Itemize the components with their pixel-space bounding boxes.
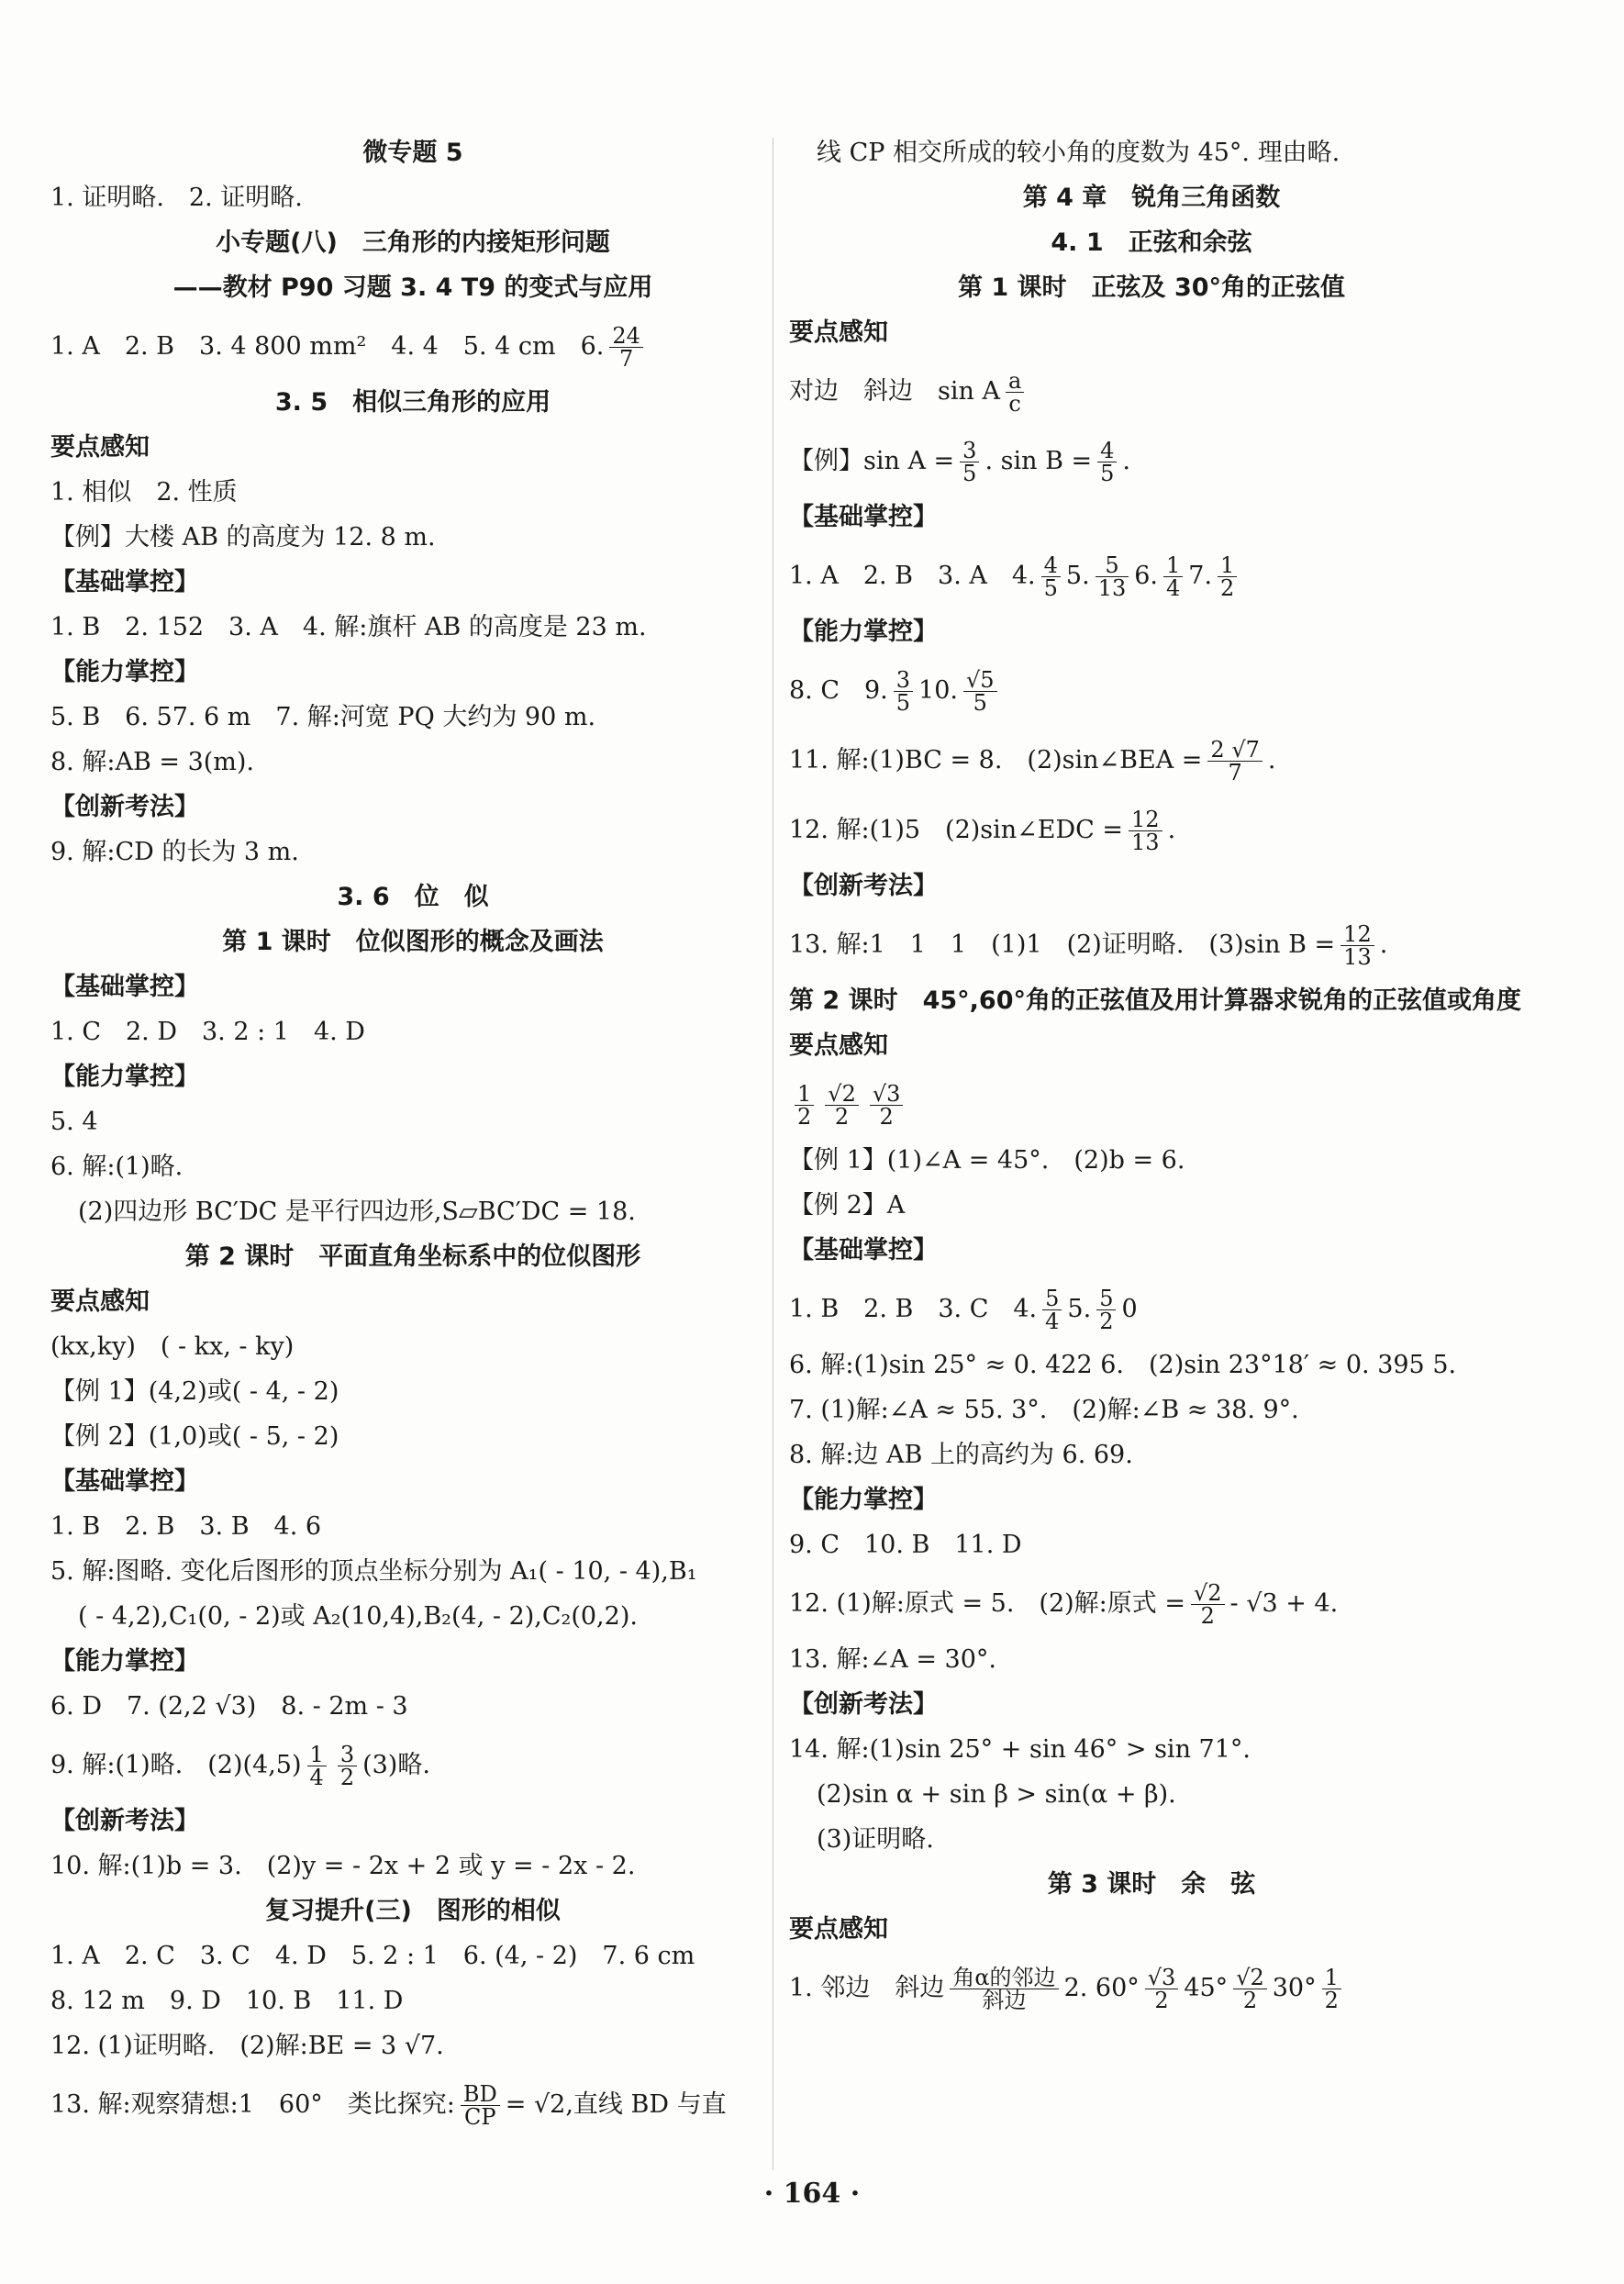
answer-line	[78, 1601, 638, 1632]
line-text: 10. 解:(1)b = 3. (2)y = - 2x + 2 或 y = - 2x - 2.	[50, 1852, 636, 1880]
fraction	[338, 1744, 357, 1788]
line-text: 12. 解:(1)5 (2)sin∠EDC =	[789, 816, 1124, 844]
answer-line	[50, 1421, 339, 1453]
answer-line	[50, 747, 254, 778]
section-heading	[50, 1466, 199, 1498]
line-text: ——教材 P90 习题 3. 4 T9 的变式与应用	[172, 273, 653, 302]
line-text: 8. C 9.	[789, 676, 888, 705]
numerator: 24	[609, 325, 643, 348]
line-text: 1. B 2. 152 3. A 4. 解:旗杆 AB 的高度是 23 m.	[50, 613, 647, 641]
line-text: 1. A 2. C 3. C 4. D 5. 2 : 1 6. (4, - 2) 7. 6 cm	[50, 1942, 695, 1970]
fraction	[795, 1083, 814, 1128]
answer-line	[789, 1734, 1251, 1766]
answer-line	[789, 1582, 1338, 1627]
line-text: 第 2 课时 平面直角坐标系中的位似图形	[184, 1242, 641, 1271]
section-title	[50, 1242, 775, 1273]
denominator: 13	[1097, 575, 1127, 601]
answer-line	[50, 1376, 339, 1408]
line-text: 5. 4	[50, 1108, 98, 1136]
section-heading	[789, 1235, 938, 1266]
denominator: 13	[1343, 944, 1372, 970]
answer-line	[78, 1197, 636, 1228]
line-text: 45°	[1184, 1974, 1229, 2002]
section-title	[50, 927, 775, 958]
denominator: CP	[464, 2104, 496, 2130]
line-text: 第 2 课时 45°,60°角的正弦值及用计算器求锐角的正弦值或角度	[789, 986, 1521, 1015]
fraction	[825, 1083, 859, 1128]
line-text: 13. 解:1 1 1 (1)1 (2)证明略. (3)sin B =	[789, 930, 1336, 959]
line-text: 【例 2】(1,0)或( - 5, - 2)	[50, 1422, 339, 1451]
fraction	[1163, 554, 1183, 599]
line-text: 1. A 2. B 3. A 4.	[789, 562, 1036, 590]
section-heading	[789, 1689, 938, 1721]
denominator: 5	[962, 461, 977, 486]
line-text: (kx,ky) ( - kx, - ky)	[50, 1332, 295, 1361]
fraction	[1233, 1966, 1267, 2011]
answer-line	[789, 1350, 1456, 1381]
section-title	[789, 273, 1514, 304]
numerator: 4	[1041, 554, 1061, 577]
line-text: 1. 邻边 斜边	[789, 1974, 945, 2002]
line-text: 1. 证明略. 2. 证明略.	[50, 184, 303, 212]
line-text: 【创新考法】	[50, 793, 199, 821]
section-heading	[50, 432, 150, 463]
line-text: 11. 解:(1)BC = 8. (2)sin∠BEA =	[789, 746, 1203, 774]
answer-line	[789, 1530, 1022, 1561]
numerator: 4	[1097, 440, 1117, 462]
answer-line	[50, 837, 299, 868]
section-heading	[789, 871, 938, 902]
denominator: 2	[1324, 1988, 1339, 2013]
answer-line	[50, 325, 649, 370]
answer-line	[50, 702, 595, 733]
line-text: 6. D 7. (2,2 √3) 8. - 2m - 3	[50, 1692, 408, 1721]
section-heading	[789, 1914, 888, 1945]
section-title	[789, 1869, 1514, 1900]
answer-line	[817, 1824, 934, 1855]
fraction	[1207, 739, 1262, 784]
section-heading	[789, 318, 888, 349]
line-text: 13. 解:∠A = 30°.	[789, 1645, 996, 1674]
denominator: 5	[1043, 575, 1058, 601]
line-text: .	[1167, 816, 1176, 844]
line-text: (3)证明略.	[817, 1825, 934, 1854]
line-text: 1. B 2. B 3. B 4. 6	[50, 1512, 322, 1541]
fraction	[1340, 923, 1374, 968]
denominator: 2	[1154, 1988, 1169, 2013]
line-text: 【能力掌控】	[789, 618, 938, 646]
denominator: 2	[1099, 1309, 1114, 1334]
answer-line	[789, 923, 1387, 968]
line-text: 【基础掌控】	[789, 503, 938, 531]
answer-line	[50, 477, 238, 508]
fraction	[1191, 1582, 1225, 1627]
line-text: 要点感知	[789, 1915, 888, 1944]
fraction	[1006, 370, 1024, 415]
line-text: 1. C 2. D 3. 2 : 1 4. D	[50, 1018, 365, 1046]
numerator: √3	[1145, 1966, 1179, 1989]
denominator: 2	[1242, 1988, 1258, 2013]
numerator: a	[1006, 370, 1024, 393]
line-text: 小专题(八) 三角形的内接矩形问题	[216, 228, 610, 257]
answer-line	[817, 1779, 1176, 1810]
answer-line	[789, 370, 1029, 415]
denominator: 2	[1220, 575, 1235, 601]
line-text: .	[1122, 447, 1131, 475]
answer-line	[50, 2031, 444, 2062]
section-heading	[50, 567, 199, 598]
line-text: 【例】大楼 AB 的高度为 12. 8 m.	[50, 523, 436, 552]
answer-line	[50, 1851, 635, 1882]
page-number: · 164 ·	[763, 2178, 861, 2210]
line-text: 12. (1)解:原式 = 5. (2)解:原式 =	[789, 1589, 1185, 1618]
line-text: .	[1267, 746, 1276, 774]
numerator: 1	[1218, 554, 1237, 577]
line-text: 【基础掌控】	[789, 1236, 938, 1265]
fraction	[950, 1966, 1058, 2011]
answer-line	[789, 554, 1242, 599]
denominator: 7	[1228, 760, 1242, 785]
section-title	[50, 387, 775, 418]
numerator: 3	[338, 1744, 357, 1766]
line-text: 10.	[918, 676, 958, 705]
answer-line	[50, 1107, 98, 1138]
answer-line	[50, 1941, 695, 1972]
denominator: 5	[1100, 461, 1115, 486]
section-title	[789, 228, 1514, 259]
denominator: 2	[797, 1104, 812, 1130]
section-heading	[789, 1485, 938, 1516]
section-heading	[50, 657, 199, 688]
numerator: 3	[894, 669, 913, 692]
line-text: 【基础掌控】	[50, 973, 199, 1001]
answer-line	[50, 1017, 365, 1048]
line-text: 30°	[1272, 1974, 1317, 2002]
numerator: 1	[1163, 554, 1183, 577]
line-text: 要点感知	[789, 1031, 888, 1060]
fraction	[1096, 554, 1129, 599]
line-text: 要点感知	[50, 433, 150, 462]
section-heading	[789, 502, 938, 533]
line-text: (2)sin α + sin β > sin(α + β).	[817, 1780, 1176, 1809]
numerator: √3	[870, 1083, 904, 1106]
numerator: 5	[1042, 1287, 1062, 1310]
line-text: 2. 60°	[1063, 1974, 1140, 2002]
line-text: 8. 解:AB = 3(m).	[50, 748, 254, 776]
line-text: 【例 1】(1)∠A = 45°. (2)b = 6.	[789, 1146, 1185, 1175]
line-text: 第 1 课时 位似图形的概念及画法	[222, 928, 604, 956]
line-text: 1. B 2. B 3. C 4.	[789, 1295, 1038, 1323]
numerator: BD	[461, 2083, 500, 2106]
line-text: 线 CP 相交所成的较小角的度数为 45°. 理由略.	[817, 139, 1340, 167]
numerator: 1	[1322, 1966, 1341, 1989]
line-text: 13. 解:观察猜想:1 60° 类比探究:	[50, 2090, 455, 2119]
answer-line	[789, 1190, 905, 1221]
fraction	[609, 325, 643, 370]
answer-line	[789, 1440, 1133, 1471]
line-text: 9. 解:(1)略. (2)(4,5)	[50, 1751, 302, 1779]
fraction	[1218, 554, 1237, 599]
answer-line	[817, 138, 1340, 169]
line-text: .	[1379, 930, 1388, 959]
denominator: 4	[1166, 575, 1181, 601]
fraction	[461, 2083, 500, 2128]
line-text: 7. (1)解:∠A ≈ 55. 3°. (2)解:∠B ≈ 38. 9°.	[789, 1396, 1299, 1424]
line-text: 1. A 2. B 3. 4 800 mm² 4. 4 5. 4 cm 6.	[50, 332, 605, 361]
line-text: 3. 5 相似三角形的应用	[274, 388, 551, 417]
line-text: 微专题 5	[362, 139, 463, 167]
line-text: 第 1 课时 正弦及 30°角的正弦值	[957, 273, 1346, 302]
answer-line	[789, 1966, 1347, 2011]
section-heading	[789, 986, 1521, 1017]
answer-line	[50, 1511, 321, 1543]
line-text: 12. (1)证明略. (2)解:BE = 3 √7.	[50, 2032, 444, 2060]
answer-line	[789, 1083, 908, 1128]
answer-line	[789, 669, 1003, 714]
line-text: 【能力掌控】	[50, 1647, 199, 1676]
numerator: 2 √7	[1207, 739, 1262, 762]
section-heading	[789, 617, 938, 648]
line-text: 6. 解:(1)略.	[50, 1153, 184, 1181]
fraction	[963, 669, 997, 714]
line-text: 9. C 10. B 11. D	[789, 1531, 1022, 1559]
line-text: 【能力掌控】	[50, 658, 199, 686]
numerator: 1	[795, 1083, 814, 1106]
line-text: 对边 斜边 sin A	[789, 377, 1000, 406]
answer-line	[789, 440, 1130, 485]
line-text: . sin B =	[984, 447, 1093, 475]
fraction	[1096, 1287, 1116, 1332]
section-heading	[50, 1806, 199, 1837]
answer-line	[50, 1744, 430, 1788]
answer-line	[50, 522, 436, 553]
answer-line	[50, 1556, 697, 1588]
section-heading	[50, 1062, 199, 1093]
denominator: 斜边	[982, 1988, 1027, 2013]
section-heading	[789, 1031, 888, 1062]
line-text: 14. 解:(1)sin 25° + sin 46° > sin 71°.	[789, 1735, 1251, 1764]
line-text: 5.	[1065, 562, 1090, 590]
answer-line	[50, 612, 647, 643]
fraction	[960, 440, 979, 485]
line-text: 【能力掌控】	[789, 1486, 938, 1514]
section-title	[50, 882, 775, 913]
answer-line	[50, 1152, 183, 1183]
answer-line	[50, 2083, 727, 2128]
fraction	[307, 1744, 327, 1788]
numerator: 12	[1340, 923, 1374, 946]
line-text: 9. 解:CD 的长为 3 m.	[50, 838, 299, 866]
numerator: 角α的邻边	[950, 1966, 1058, 1989]
answer-line	[789, 739, 1275, 784]
line-text: 【例 1】(4,2)或( - 4, - 2)	[50, 1377, 339, 1406]
line-text: 第 3 课时 余 弦	[1047, 1870, 1256, 1899]
denominator: 2	[1200, 1603, 1215, 1629]
denominator: 4	[1045, 1309, 1060, 1334]
denominator: 2	[879, 1104, 894, 1130]
numerator: √2	[825, 1083, 859, 1106]
section-title	[50, 273, 775, 304]
line-text: (3)略.	[362, 1751, 430, 1779]
answer-line	[50, 1331, 294, 1363]
line-text: 要点感知	[50, 1287, 150, 1316]
line-text: 复习提升(三) 图形的相似	[265, 1897, 561, 1925]
section-title	[50, 228, 775, 259]
line-text: ( - 4,2),C₁(0, - 2)或 A₂(10,4),B₂(4, - 2),C₂(0,2).	[78, 1602, 638, 1631]
answer-line	[789, 808, 1175, 853]
fraction	[1041, 554, 1061, 599]
line-text: 【创新考法】	[50, 1807, 199, 1835]
line-text: 3. 6 位 似	[337, 883, 489, 911]
numerator: 5	[1096, 554, 1129, 577]
line-text: 8. 解:边 AB 上的高约为 6. 69.	[789, 1441, 1133, 1469]
section-title	[789, 183, 1514, 214]
section-heading	[50, 792, 199, 823]
line-text: 【基础掌控】	[50, 1467, 199, 1496]
line-text: = √2,直线 BD 与直	[505, 2090, 727, 2119]
line-text: 1. 相似 2. 性质	[50, 478, 238, 507]
numerator: 5	[1096, 1287, 1116, 1310]
line-text: 4. 1 正弦和余弦	[1051, 228, 1252, 257]
fraction	[1145, 1966, 1179, 2011]
line-text: 【例】sin A =	[789, 447, 955, 475]
line-text: 5. 解:图略. 变化后图形的顶点坐标分别为 A₁( - 10, - 4),B₁	[50, 1557, 697, 1586]
line-text: 5. B 6. 57. 6 m 7. 解:河宽 PQ 大约为 90 m.	[50, 703, 596, 731]
line-text: 第 4 章 锐角三角函数	[1022, 184, 1281, 212]
line-text: 要点感知	[789, 318, 888, 347]
denominator: 2	[339, 1765, 355, 1790]
answer-line	[789, 1145, 1185, 1176]
section-heading	[50, 1287, 150, 1318]
line-text: 【创新考法】	[789, 1690, 938, 1719]
fraction	[870, 1083, 904, 1128]
line-text: 5.	[1067, 1295, 1092, 1323]
denominator: 7	[619, 346, 634, 372]
fraction	[1042, 1287, 1062, 1332]
numerator: 3	[960, 440, 979, 462]
line-text: (2)四边形 BC′DC 是平行四边形,S▱BC′DC = 18.	[78, 1198, 636, 1226]
denominator: 4	[309, 1765, 324, 1790]
line-text: 【创新考法】	[789, 872, 938, 900]
line-text: 6.	[1134, 562, 1158, 590]
line-text: 7.	[1188, 562, 1213, 590]
line-text: 【基础掌控】	[50, 568, 199, 596]
answer-line	[789, 1287, 1138, 1332]
line-text: - √3 + 4.	[1229, 1589, 1339, 1618]
numerator: 1	[307, 1744, 327, 1766]
denominator: 5	[973, 690, 987, 716]
line-text: 【例 2】A	[789, 1191, 906, 1220]
line-text: 0	[1121, 1295, 1138, 1323]
answer-line	[789, 1644, 996, 1676]
line-text: 8. 12 m 9. D 10. B 11. D	[50, 1987, 404, 2015]
fraction	[1322, 1966, 1341, 2011]
line-text: 6. 解:(1)sin 25° ≈ 0. 422 6. (2)sin 23°18′ ≈ 0. 395 5.	[789, 1351, 1457, 1379]
answer-line	[50, 1986, 403, 2017]
denominator: 13	[1131, 830, 1160, 855]
answer-line	[50, 183, 303, 214]
fraction	[1097, 440, 1117, 485]
line-text: 【能力掌控】	[50, 1063, 199, 1091]
numerator: 12	[1129, 808, 1162, 831]
numerator: √2	[1191, 1582, 1225, 1605]
section-title	[50, 138, 775, 169]
answer-line	[50, 1691, 408, 1722]
denominator: c	[1008, 391, 1021, 417]
fraction	[894, 669, 913, 714]
numerator: √2	[1233, 1966, 1267, 1989]
denominator: 5	[895, 690, 911, 716]
section-heading	[50, 972, 199, 1003]
denominator: 2	[834, 1104, 850, 1130]
answer-line	[789, 1395, 1299, 1426]
fraction	[1129, 808, 1162, 853]
numerator: √5	[963, 669, 997, 692]
section-heading	[50, 1646, 199, 1677]
section-title	[50, 1896, 775, 1927]
